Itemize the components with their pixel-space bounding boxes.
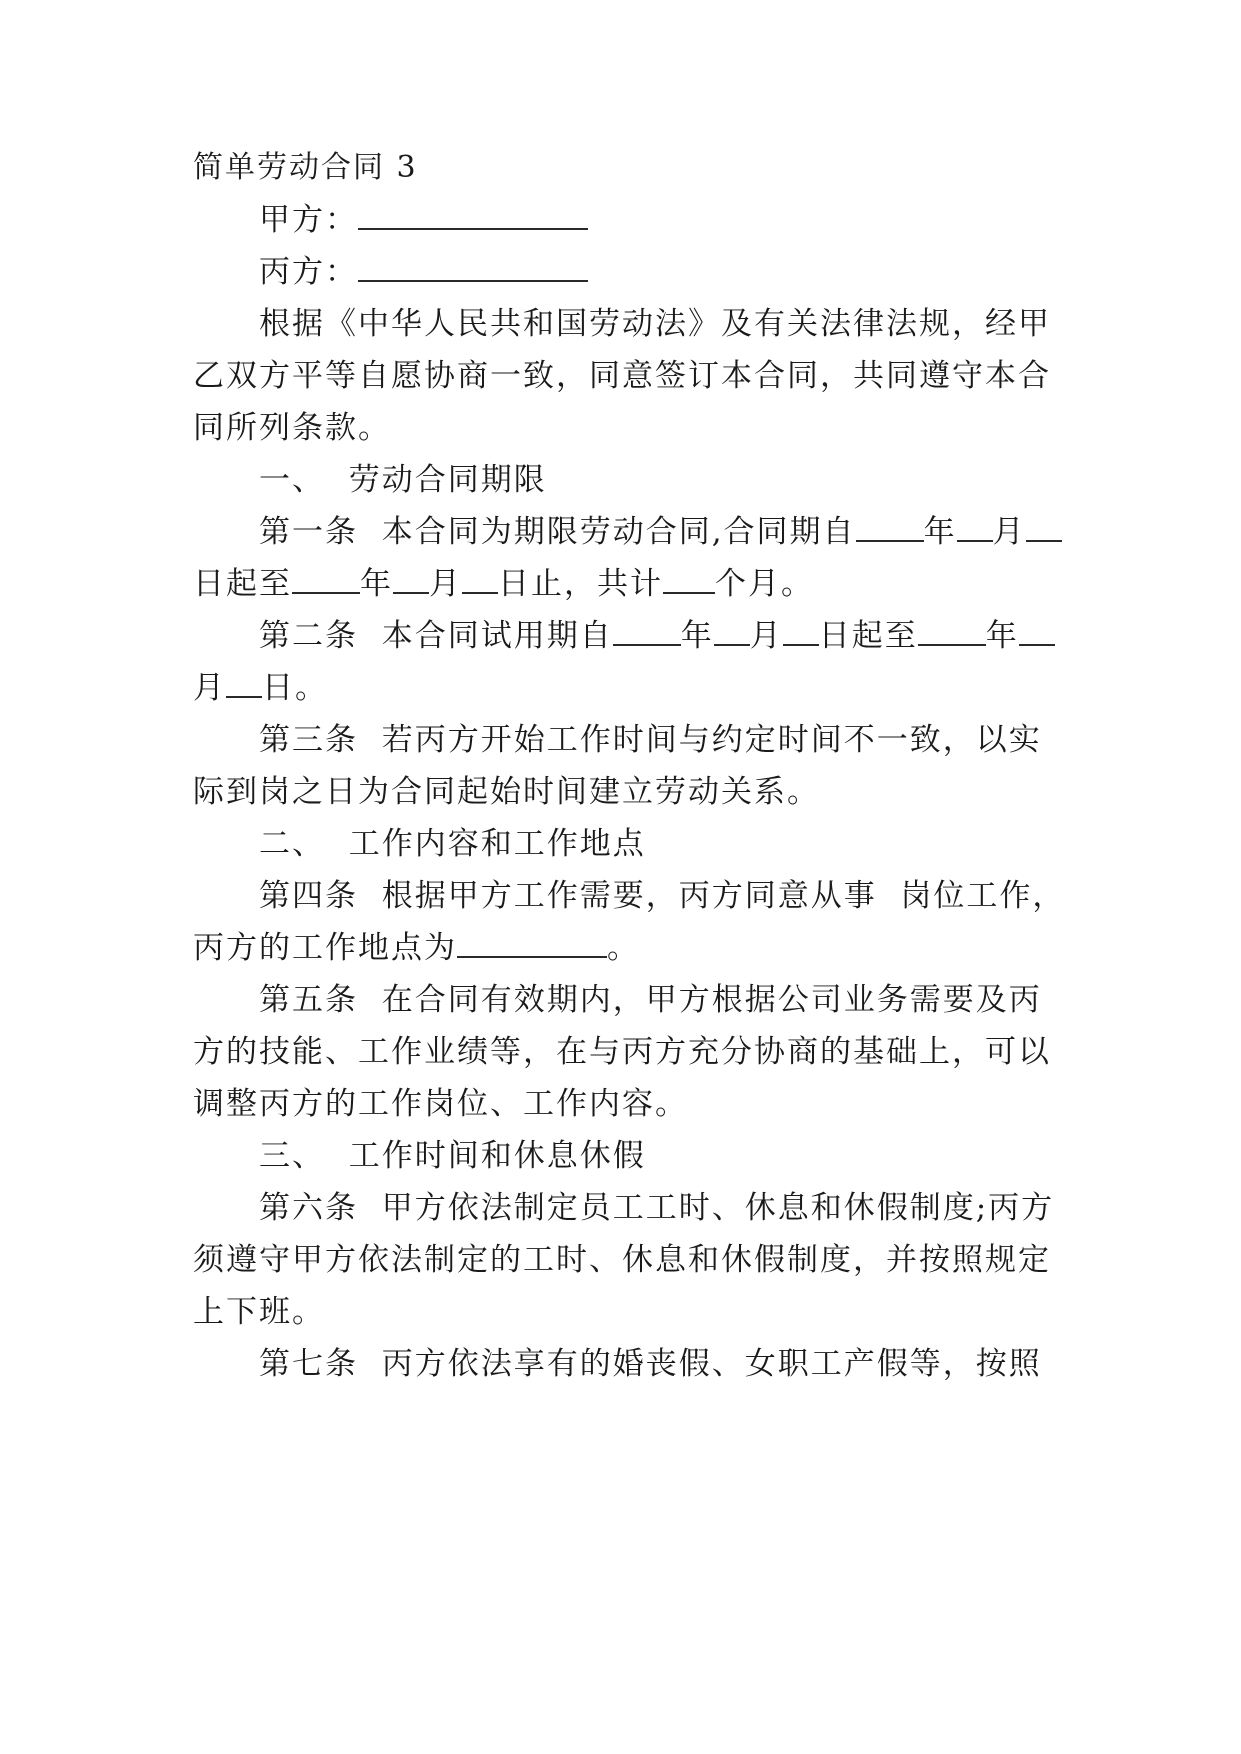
article-1-line-2 — [0, 564, 1241, 604]
blank-field[interactable] — [783, 616, 819, 646]
party-a-line — [0, 200, 1241, 240]
blank-field[interactable] — [663, 564, 715, 594]
article-2-line-1 — [0, 616, 1241, 656]
workplace-label: 丙方的工作地点为 — [193, 930, 457, 966]
party-b-line — [0, 252, 1241, 292]
day-from-label: 日起至 — [818, 618, 918, 654]
party-b-blank[interactable] — [358, 252, 588, 282]
party-a-blank[interactable] — [358, 200, 588, 230]
party-b-label: 丙方： — [259, 254, 358, 290]
month-label: 月 — [992, 514, 1026, 550]
month-label: 月 — [429, 566, 462, 602]
intro-line-3: 同所列条款。 — [193, 410, 391, 446]
year-label: 年 — [680, 618, 714, 654]
blank-field[interactable] — [292, 564, 360, 594]
blank-field[interactable] — [918, 616, 986, 646]
article-6-line-1: 第六条 甲方依法制定员工工时、休息和休假制度;丙方 — [259, 1190, 1055, 1226]
intro-line-2: 乙双方平等自愿协商一致，同意签订本合同，共同遵守本合 — [193, 358, 1051, 394]
article-5-line-1: 第五条 在合同有效期内，甲方根据公司业务需要及丙 — [259, 982, 1042, 1018]
blank-field[interactable] — [957, 512, 993, 542]
party-a-label: 甲方： — [259, 202, 358, 238]
intro-line-1: 根据《中华人民共和国劳动法》及有关法律法规，经甲 — [259, 306, 1051, 342]
blank-field[interactable] — [1019, 616, 1055, 646]
blank-field[interactable] — [856, 512, 924, 542]
year-label: 年 — [360, 566, 393, 602]
month-label: 月 — [193, 670, 226, 706]
article-6-line-3: 上下班。 — [193, 1294, 325, 1330]
article-3-line-2: 际到岗之日为合同起始时间建立劳动关系。 — [193, 774, 820, 810]
article-5-line-3: 调整丙方的工作岗位、工作内容。 — [193, 1086, 688, 1122]
blank-field[interactable] — [393, 564, 429, 594]
blank-field[interactable] — [714, 616, 750, 646]
blank-field[interactable] — [613, 616, 681, 646]
article-4-line-2 — [0, 928, 1241, 968]
year-label: 年 — [985, 618, 1019, 654]
section-heading-3: 三、 工作时间和休息休假 — [259, 1138, 646, 1174]
year-label: 年 — [923, 514, 957, 550]
workplace-blank[interactable] — [457, 928, 607, 958]
months-label: 个月。 — [715, 566, 814, 602]
article-2-text: 第二条 本合同试用期自 — [259, 618, 613, 654]
blank-field[interactable] — [1026, 512, 1062, 542]
article-1-text: 第一条 本合同为期限劳动合同,合同期自 — [259, 514, 856, 550]
blank-field[interactable] — [226, 668, 262, 698]
article-4-line-1: 第四条 根据甲方工作需要，丙方同意从事 岗位工作， — [259, 878, 1066, 914]
article-7-line-1: 第七条 丙方依法享有的婚丧假、女职工产假等，按照 — [259, 1346, 1042, 1382]
section-heading-1: 一、 劳动合同期限 — [259, 462, 547, 498]
article-6-line-2: 须遵守甲方依法制定的工时、休息和休假制度，并按照规定 — [193, 1242, 1051, 1278]
day-from-label: 日起至 — [193, 566, 292, 602]
article-1-line-1 — [0, 512, 1241, 552]
document-title: 简单劳动合同 3 — [193, 150, 418, 185]
month-label: 月 — [749, 618, 783, 654]
blank-field[interactable] — [462, 564, 498, 594]
day-end-label: 日。 — [262, 670, 328, 706]
period-mark: 。 — [607, 930, 640, 966]
article-3-line-1: 第三条 若丙方开始工作时间与约定时间不一致，以实 — [259, 722, 1042, 758]
article-5-line-2: 方的技能、工作业绩等，在与丙方充分协商的基础上，可以 — [193, 1034, 1051, 1070]
day-until-label: 日止，共计 — [498, 566, 663, 602]
article-2-line-2 — [0, 668, 1241, 708]
section-heading-2: 二、 工作内容和工作地点 — [259, 826, 646, 862]
